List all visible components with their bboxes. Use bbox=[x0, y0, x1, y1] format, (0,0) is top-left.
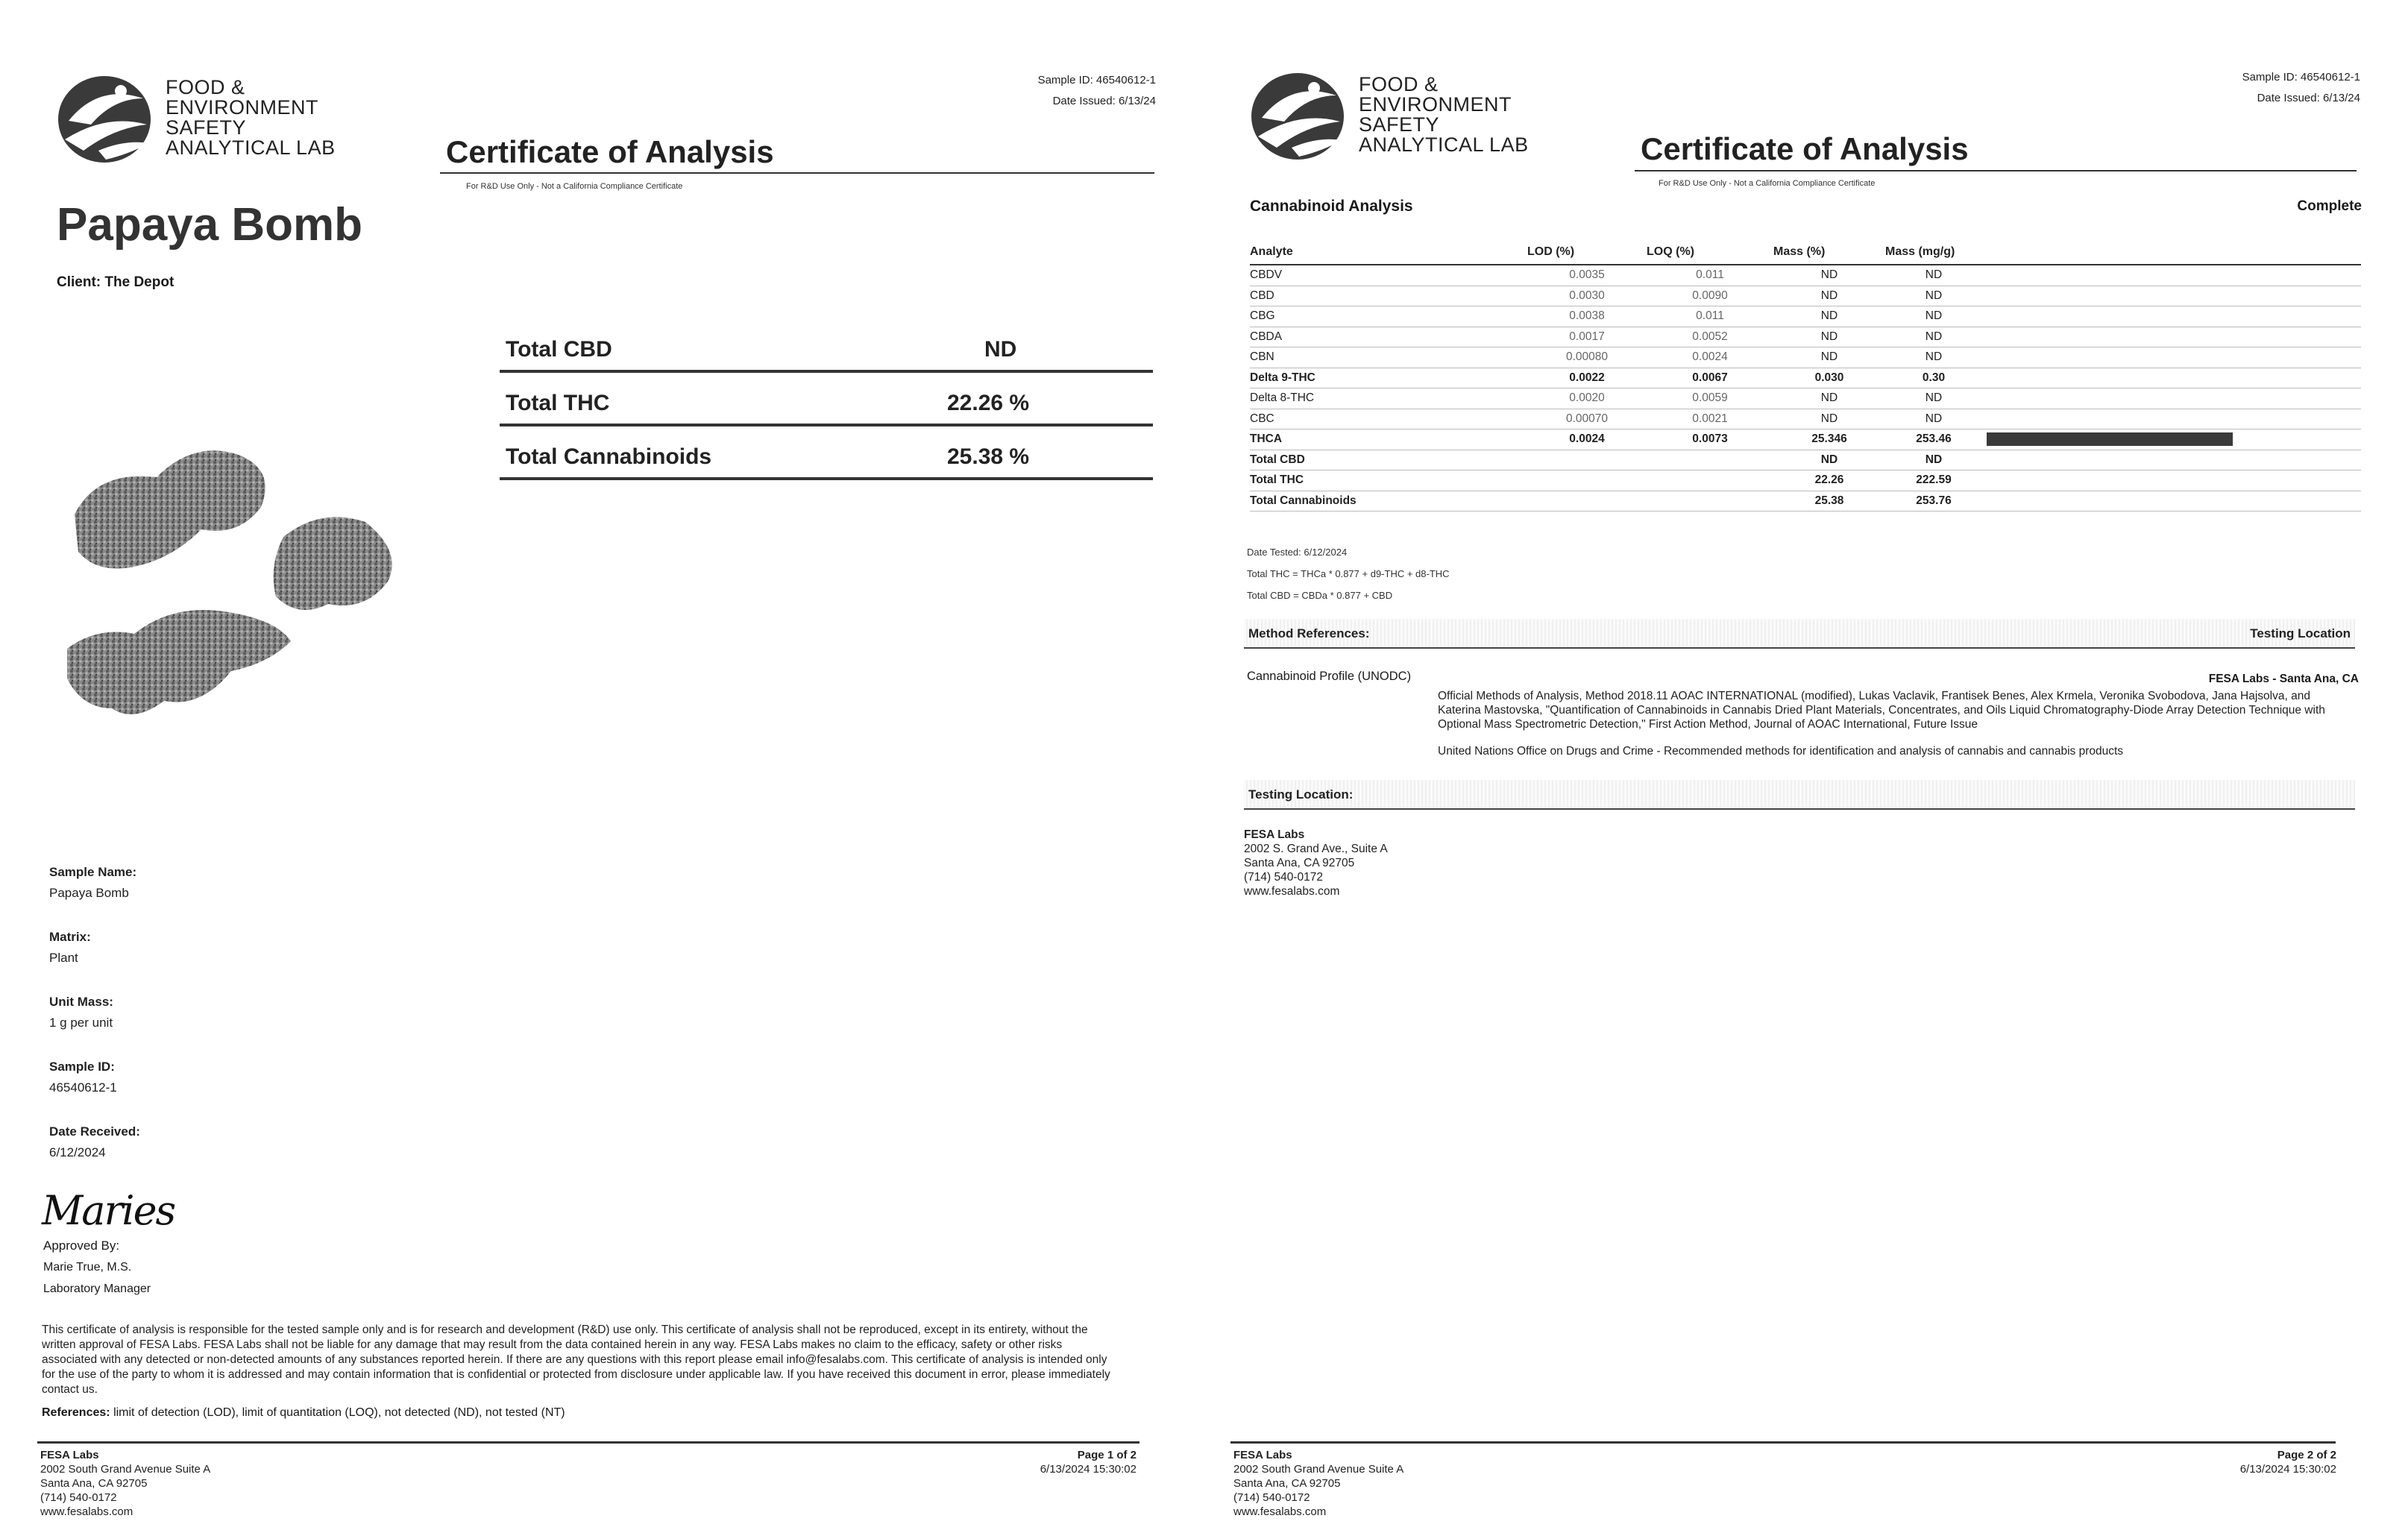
cell-mass-pct: ND bbox=[1773, 265, 1885, 286]
page-number: Page 1 of 2 bbox=[1077, 1449, 1137, 1461]
table-row bbox=[1250, 388, 2361, 409]
cell-mass-mg: ND bbox=[1885, 388, 1982, 409]
field-matrix bbox=[49, 930, 140, 995]
table-row bbox=[1250, 409, 2361, 429]
footer-line: FESA Labs bbox=[1233, 1449, 1292, 1461]
testing-location-label: Testing Location: bbox=[1248, 787, 1354, 802]
cell-mass-pct: ND bbox=[1773, 306, 1885, 327]
product-photo bbox=[52, 425, 410, 749]
disclaimer: This certificate of analysis is responsible for the tested sample only and is for research and development (R&D) use only. This certificate of analysis shall not be reproduced, except in its entirety, without the written approval of FESA Labs. FESA Labs shall not be liable for any damage that may result from the data contained herein in any way. FESA Labs makes no claim to the efficacy, safety or other risks associated with any detected or non-detected amounts of any substances reported herein. If there are any questions with this report please email info@fesalabs.com. This certificate of analysis is intended only for the use of the party to whom it is addressed and may contain information that is confidential or protected from disclosure under applicable law. If you have received this document in error, please immediately contact us. bbox=[42, 1323, 1110, 1396]
cell-mass-pct: 25.38 bbox=[1773, 491, 1885, 512]
location-line: (714) 540-0172 bbox=[1244, 871, 1323, 884]
lab-name-line: FOOD & bbox=[1359, 73, 1439, 95]
summary-row-total-cbd bbox=[500, 328, 1153, 373]
field-value: Papaya Bomb bbox=[49, 886, 129, 900]
footer-line: www.fesalabs.com bbox=[1233, 1505, 1327, 1518]
header-meta bbox=[1038, 70, 1156, 112]
cell-mass-pct: ND bbox=[1773, 409, 1885, 429]
cell-lod bbox=[1527, 450, 1647, 470]
cell-lod: 0.0020 bbox=[1527, 388, 1647, 409]
references-label: References: bbox=[42, 1406, 110, 1419]
footer-rule bbox=[37, 1441, 1139, 1444]
col-analyte: Analyte bbox=[1250, 243, 1527, 265]
cell-mass-pct: ND bbox=[1773, 450, 1885, 470]
lab-name-line: ENVIRONMENT bbox=[166, 96, 319, 119]
doc-title: Certificate of Analysis bbox=[446, 134, 774, 169]
summary-row-total-cannabinoids bbox=[500, 435, 1153, 480]
col-lod: LOD (%) bbox=[1527, 243, 1647, 265]
cell-mass-mg: ND bbox=[1885, 409, 1982, 429]
method-references-label: Method References: bbox=[1248, 626, 1370, 640]
cell-mass-mg: 253.76 bbox=[1885, 491, 1982, 512]
cell-loq: 0.0024 bbox=[1647, 347, 1773, 368]
footer-rule bbox=[1230, 1441, 2336, 1444]
table-row bbox=[1250, 265, 2361, 286]
lab-logo bbox=[54, 69, 158, 169]
col-loq: LOQ (%) bbox=[1647, 243, 1773, 265]
method-name: Cannabinoid Profile (UNODC) bbox=[1247, 670, 1412, 683]
coa-page-1 bbox=[0, 0, 1193, 1536]
approver-title: Laboratory Manager bbox=[43, 1282, 151, 1295]
location-line: www.fesalabs.com bbox=[1244, 885, 1340, 898]
coa-page-2 bbox=[1193, 0, 2408, 1536]
cell-spacer bbox=[1982, 429, 2361, 450]
field-label: Sample ID: bbox=[49, 1060, 115, 1074]
product-name: Papaya Bomb bbox=[57, 199, 363, 251]
cell-analyte: CBDV bbox=[1250, 265, 1527, 286]
cell-loq: 0.0052 bbox=[1647, 327, 1773, 347]
footer-address bbox=[40, 1448, 210, 1519]
cell-mass-mg: ND bbox=[1885, 286, 1982, 306]
cell-loq bbox=[1647, 450, 1773, 470]
col-mass-pct: Mass (%) bbox=[1773, 243, 1885, 265]
rd-note: For R&D Use Only - Not a California Compliance Certificate bbox=[1659, 179, 1876, 188]
cell-analyte: Total CBD bbox=[1250, 450, 1527, 470]
col-mass-mg: Mass (mg/g) bbox=[1885, 243, 1982, 265]
cell-lod: 0.0030 bbox=[1527, 286, 1647, 306]
signature: Maries bbox=[42, 1187, 175, 1234]
field-value: 1 g per unit bbox=[49, 1016, 113, 1030]
table-row bbox=[1250, 429, 2361, 450]
cell-analyte: THCA bbox=[1250, 429, 1527, 450]
approver-name: Marie True, M.S. bbox=[43, 1261, 132, 1274]
footer-line: (714) 540-0172 bbox=[40, 1491, 117, 1504]
cell-analyte: CBN bbox=[1250, 347, 1527, 368]
cell-mass-pct: 0.030 bbox=[1773, 368, 1885, 388]
page-number: Page 2 of 2 bbox=[2277, 1449, 2336, 1461]
summary-value: 22.26 % bbox=[947, 391, 1030, 415]
header-rule bbox=[1635, 170, 2357, 171]
cell-lod: 0.0038 bbox=[1527, 306, 1647, 327]
field-label: Unit Mass: bbox=[49, 995, 113, 1009]
date-issued-line: Date Issued: 6/13/24 bbox=[1052, 95, 1156, 107]
cell-spacer bbox=[1982, 327, 2361, 347]
references-text: limit of detection (LOD), limit of quantitation (LOQ), not detected (ND), not tested (NT) bbox=[113, 1406, 565, 1419]
cell-lod bbox=[1527, 470, 1647, 491]
header-meta bbox=[2242, 67, 2360, 109]
cell-mass-mg: ND bbox=[1885, 306, 1982, 327]
cell-loq: 0.0067 bbox=[1647, 368, 1773, 388]
field-value: 46540612-1 bbox=[49, 1080, 117, 1095]
footer-line: Santa Ana, CA 92705 bbox=[1233, 1477, 1341, 1490]
field-label: Matrix: bbox=[49, 930, 91, 944]
section-title: Cannabinoid Analysis bbox=[1250, 198, 1413, 215]
table-row bbox=[1250, 306, 2361, 327]
cell-mass-mg: 253.46 bbox=[1885, 429, 1982, 450]
footer-page-info bbox=[1040, 1448, 1137, 1476]
cell-loq: 0.0090 bbox=[1647, 286, 1773, 306]
cell-mass-pct: 22.26 bbox=[1773, 470, 1885, 491]
cannabis-flower-image bbox=[52, 425, 410, 746]
sample-id-line: Sample ID: 46540612-1 bbox=[2242, 71, 2360, 84]
field-value: Plant bbox=[49, 951, 78, 965]
cell-analyte: CBG bbox=[1250, 306, 1527, 327]
field-unit-mass bbox=[49, 995, 140, 1060]
cell-analyte: Total THC bbox=[1250, 470, 1527, 491]
location-line: FESA Labs bbox=[1244, 828, 1305, 841]
field-date-received bbox=[49, 1124, 140, 1189]
table-header-row bbox=[1250, 243, 2361, 265]
footer-line: (714) 540-0172 bbox=[1233, 1491, 1310, 1504]
cell-lod bbox=[1527, 491, 1647, 512]
field-sample-name bbox=[49, 865, 140, 930]
cell-spacer bbox=[1982, 265, 2361, 286]
cell-mass-mg: 222.59 bbox=[1885, 470, 1982, 491]
testing-location-address bbox=[1244, 828, 1388, 898]
lab-logo-emblem-icon bbox=[54, 69, 158, 166]
cell-loq: 0.0059 bbox=[1647, 388, 1773, 409]
footer-page-info bbox=[2240, 1448, 2336, 1476]
cell-lod: 0.0035 bbox=[1527, 265, 1647, 286]
cell-loq: 0.0073 bbox=[1647, 429, 1773, 450]
footer-line: www.fesalabs.com bbox=[40, 1505, 133, 1518]
approved-by-label: Approved By: bbox=[43, 1238, 120, 1253]
cell-mass-pct: ND bbox=[1773, 388, 1885, 409]
lab-logo bbox=[1247, 66, 1351, 166]
lab-name-line: SAFETY bbox=[1359, 113, 1440, 136]
field-label: Sample Name: bbox=[49, 865, 137, 879]
cell-spacer bbox=[1982, 450, 2361, 470]
method-location: FESA Labs - Santa Ana, CA bbox=[2208, 673, 2359, 685]
table-body bbox=[1250, 265, 2361, 512]
cell-analyte: Total Cannabinoids bbox=[1250, 491, 1527, 512]
cell-analyte: CBC bbox=[1250, 409, 1527, 429]
doc-title: Certificate of Analysis bbox=[1641, 131, 1969, 166]
sample-fields bbox=[49, 865, 140, 1189]
summary-label: Total THC bbox=[506, 391, 610, 415]
cell-loq: 0.011 bbox=[1647, 265, 1773, 286]
footer-line: 2002 South Grand Avenue Suite A bbox=[40, 1463, 211, 1476]
print-timestamp: 6/13/2024 15:30:02 bbox=[1040, 1463, 1137, 1476]
field-label: Date Received: bbox=[49, 1124, 140, 1139]
cell-mass-pct: ND bbox=[1773, 327, 1885, 347]
col-spacer bbox=[1982, 243, 2361, 265]
date-issued-line: Date Issued: 6/13/24 bbox=[2257, 92, 2360, 104]
cell-loq: 0.0021 bbox=[1647, 409, 1773, 429]
approval-block bbox=[43, 1235, 151, 1300]
testing-location-header: Testing Location bbox=[2250, 626, 2351, 640]
table-row bbox=[1250, 327, 2361, 347]
cell-mass-mg: ND bbox=[1885, 265, 1982, 286]
table-row bbox=[1250, 470, 2361, 491]
footer-line: FESA Labs bbox=[40, 1449, 99, 1461]
cell-lod: 0.0017 bbox=[1527, 327, 1647, 347]
cell-spacer bbox=[1982, 491, 2361, 512]
cell-mass-mg: ND bbox=[1885, 327, 1982, 347]
cell-mass-mg: ND bbox=[1885, 347, 1982, 368]
lab-name bbox=[1359, 75, 1529, 155]
location-line: Santa Ana, CA 92705 bbox=[1244, 857, 1355, 869]
cell-spacer bbox=[1982, 347, 2361, 368]
location-line: 2002 S. Grand Ave., Suite A bbox=[1244, 843, 1388, 855]
summary-label: Total Cannabinoids bbox=[506, 444, 712, 469]
print-timestamp: 6/13/2024 15:30:02 bbox=[2239, 1463, 2336, 1476]
cell-analyte: CBD bbox=[1250, 286, 1527, 306]
cell-analyte: Delta 8-THC bbox=[1250, 388, 1527, 409]
cell-spacer bbox=[1982, 368, 2361, 388]
summary-value: 25.38 % bbox=[947, 444, 1030, 469]
cell-loq: 0.011 bbox=[1647, 306, 1773, 327]
cell-lod: 0.00080 bbox=[1527, 347, 1647, 368]
testing-location-bar bbox=[1244, 780, 2355, 810]
redaction-bar bbox=[1987, 432, 2233, 446]
formula-block bbox=[1247, 541, 1450, 606]
field-sample-id bbox=[49, 1060, 140, 1124]
table-row bbox=[1250, 286, 2361, 306]
client-name: Client: The Depot bbox=[57, 274, 175, 290]
lab-name-line: FOOD & bbox=[166, 76, 245, 98]
cell-spacer bbox=[1982, 286, 2361, 306]
summary-row-total-thc bbox=[500, 382, 1153, 427]
cell-loq bbox=[1647, 470, 1773, 491]
method-reference-2: United Nations Office on Drugs and Crime - Recommended methods for identification and analysis of cannabis and cannabis products bbox=[1438, 745, 2124, 758]
cannabinoid-table bbox=[1250, 243, 2361, 512]
references bbox=[42, 1406, 565, 1420]
footer-line: 2002 South Grand Avenue Suite A bbox=[1233, 1463, 1404, 1476]
field-value: 6/12/2024 bbox=[49, 1145, 106, 1159]
table-row bbox=[1250, 368, 2361, 388]
cell-lod: 0.0024 bbox=[1527, 429, 1647, 450]
footer-line: Santa Ana, CA 92705 bbox=[40, 1477, 148, 1490]
analysis-status: Complete bbox=[2297, 198, 2362, 214]
cell-spacer bbox=[1982, 409, 2361, 429]
cell-mass-mg: ND bbox=[1885, 450, 1982, 470]
lab-name-line: SAFETY bbox=[166, 116, 247, 139]
cell-spacer bbox=[1982, 470, 2361, 491]
cell-spacer bbox=[1982, 306, 2361, 327]
cell-lod: 0.0022 bbox=[1527, 368, 1647, 388]
cell-mass-mg: 0.30 bbox=[1885, 368, 1982, 388]
footer-address bbox=[1233, 1448, 1403, 1519]
formula-total-cbd: Total CBD = CBDa * 0.877 + CBD bbox=[1247, 590, 1393, 601]
date-tested: Date Tested: 6/12/2024 bbox=[1247, 547, 1348, 558]
method-reference-1: Official Methods of Analysis, Method 2018.11 AOAC INTERNATIONAL (modified), Lukas Vaclavik, Frantisek Benes, Alex Krmela, Veronika Svobodova, Jana Hajsolva, and Katerina Mastovska, "Quantification of Cannabinoids in Cannabis Dried Plant Materials, Concentrates, and Oils Liquid Chromatography-Diode Array Detection Technique with Optional Mass Spectrometric Detection," First Action Method, Journal of AOAC International, Future Issue bbox=[1438, 690, 2325, 731]
table-row bbox=[1250, 491, 2361, 512]
method-references-bar bbox=[1244, 619, 2355, 649]
sample-id-line: Sample ID: 46540612-1 bbox=[1037, 74, 1156, 86]
lab-name-line: ANALYTICAL LAB bbox=[166, 136, 336, 159]
cell-loq bbox=[1647, 491, 1773, 512]
cell-mass-pct: ND bbox=[1773, 347, 1885, 368]
header-rule bbox=[440, 172, 1154, 174]
cell-lod: 0.00070 bbox=[1527, 409, 1647, 429]
cell-mass-pct: ND bbox=[1773, 286, 1885, 306]
lab-logo-emblem-icon bbox=[1247, 66, 1351, 163]
summary-label: Total CBD bbox=[506, 337, 612, 362]
cell-analyte: Delta 9-THC bbox=[1250, 368, 1527, 388]
lab-name-line: ENVIRONMENT bbox=[1359, 93, 1512, 116]
table-row bbox=[1250, 347, 2361, 368]
lab-name-line: ANALYTICAL LAB bbox=[1359, 133, 1529, 156]
table-row bbox=[1250, 450, 2361, 470]
lab-name bbox=[166, 78, 336, 158]
formula-total-thc: Total THC = THCa * 0.877 + d9-THC + d8-THC bbox=[1247, 568, 1450, 579]
cell-analyte: CBDA bbox=[1250, 327, 1527, 347]
cell-mass-pct: 25.346 bbox=[1773, 429, 1885, 450]
cell-spacer bbox=[1982, 388, 2361, 409]
summary-value: ND bbox=[984, 337, 1017, 362]
rd-note: For R&D Use Only - Not a California Compliance Certificate bbox=[466, 182, 683, 191]
